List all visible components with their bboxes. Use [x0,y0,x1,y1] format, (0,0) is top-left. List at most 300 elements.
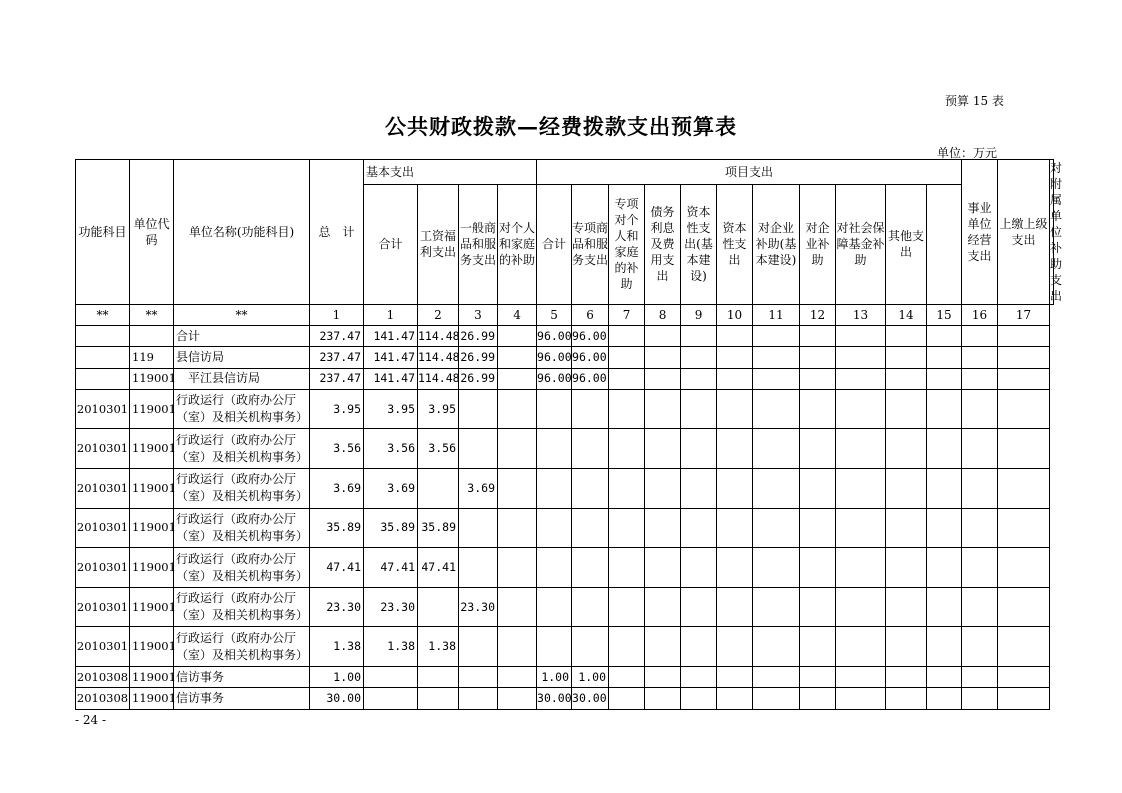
unit-name-cell [174,389,310,429]
empty-cell [609,368,645,389]
empty-cell [609,548,645,588]
empty-cell [998,587,1050,627]
empty-cell [609,469,645,509]
empty-cell [800,587,836,627]
table-row [76,368,1054,389]
index-cell: 12 [800,305,836,326]
function-subject-cell: 2010308 [76,667,130,688]
index-cell: 3 [459,305,498,326]
total-cell: 237.47 [310,347,364,368]
index-cell: ** [76,305,130,326]
empty-cell [609,326,645,347]
empty-cell [927,429,962,469]
unit-name-line: （室）及相关机构事务） [176,449,309,464]
unit-code-cell: 119 [130,347,174,368]
empty-cell [681,469,717,509]
empty-cell [962,627,998,667]
empty-cell [800,389,836,429]
empty-cell [886,667,927,688]
header-basic-total: 合计 [364,184,418,304]
empty-cell [609,587,645,627]
unit-name-cell [174,508,310,548]
function-subject-cell [76,326,130,347]
special-goods-cell: 1.00 [572,667,609,688]
basic-total-cell [364,688,418,709]
empty-cell [753,429,800,469]
empty-cell [753,627,800,667]
empty-cell [998,627,1050,667]
empty-cell [962,548,998,588]
empty-cell [645,389,681,429]
empty-cell [836,469,886,509]
index-cell: 5 [537,305,572,326]
special-goods-cell: 30.00 [572,688,609,709]
empty-cell [998,667,1050,688]
empty-cell [609,429,645,469]
header-enterprise-basic: 对企业补助(基本建设) [753,184,800,304]
function-subject-cell: 2010301 [76,508,130,548]
empty-cell [609,688,645,709]
index-cell: 9 [681,305,717,326]
empty-cell [753,469,800,509]
empty-cell [998,368,1050,389]
goods-cell [459,667,498,688]
wage-cell: 114.48 [418,347,459,368]
function-subject-cell [76,368,130,389]
empty-cell [800,469,836,509]
unit-name-line: 信访事务 [176,669,225,684]
unit-label: 单位：万元 [937,146,998,160]
table-row [76,587,1054,627]
basic-total-cell: 3.56 [364,429,418,469]
index-cell: ** [130,305,174,326]
empty-cell [717,469,753,509]
header-wage: 工资福利支出 [418,184,459,304]
header-total: 总 计 [310,160,364,305]
unit-name-cell [174,326,310,347]
total-cell: 30.00 [310,688,364,709]
empty-cell [927,548,962,588]
personal-cell [498,688,537,709]
empty-cell [962,389,998,429]
empty-cell [681,587,717,627]
empty-cell [927,326,962,347]
empty-cell [927,667,962,688]
project-total-cell [537,469,572,509]
index-cell: 14 [886,305,927,326]
header-unit-name: 单位名称(功能科目) [174,160,310,305]
empty-cell [800,368,836,389]
empty-cell [836,587,886,627]
wage-cell [418,587,459,627]
unit-code-cell: 119001 [130,368,174,389]
function-subject-cell: 2010301 [76,429,130,469]
empty-cell [836,368,886,389]
unit-name-cell [174,688,310,709]
empty-cell [753,548,800,588]
unit-code-cell: 119001 [130,627,174,667]
goods-cell: 23.30 [459,587,498,627]
empty-cell [886,627,927,667]
special-goods-cell [572,627,609,667]
wage-cell: 1.38 [418,627,459,667]
index-cell: 1 [310,305,364,326]
project-total-cell [537,548,572,588]
index-cell: 11 [753,305,800,326]
unit-name-line: 行政运行（政府办公厅 [176,551,297,566]
special-goods-cell: 96.00 [572,347,609,368]
empty-cell [836,429,886,469]
goods-cell: 26.99 [459,326,498,347]
index-cell: 2 [418,305,459,326]
table-row [76,508,1054,548]
empty-cell [886,587,927,627]
empty-cell [645,667,681,688]
empty-cell [962,667,998,688]
empty-cell [927,368,962,389]
function-subject-cell: 2010301 [76,627,130,667]
special-goods-cell [572,508,609,548]
unit-name-line: 行政运行（政府办公厅 [176,630,297,645]
wage-cell: 3.56 [418,429,459,469]
goods-cell [459,429,498,469]
special-goods-cell [572,469,609,509]
goods-cell [459,688,498,709]
wage-cell: 114.48 [418,326,459,347]
table-row [76,347,1054,368]
unit-code-cell [130,326,174,347]
goods-cell [459,548,498,588]
personal-cell [498,469,537,509]
empty-cell [753,368,800,389]
function-subject-cell: 2010301 [76,469,130,509]
basic-total-cell [364,667,418,688]
unit-name-cell [174,548,310,588]
empty-cell [962,368,998,389]
empty-cell [717,508,753,548]
unit-name-line: （室）及相关机构事务） [176,568,309,583]
project-total-cell: 1.00 [537,667,572,688]
empty-cell [800,326,836,347]
header-basic: 基本支出 [364,160,537,185]
empty-cell [753,508,800,548]
total-cell: 35.89 [310,508,364,548]
special-goods-cell [572,429,609,469]
basic-total-cell: 141.47 [364,347,418,368]
unit-name-line: 信访事务 [176,690,225,705]
index-cell: 10 [717,305,753,326]
index-cell: 7 [609,305,645,326]
index-cell: 13 [836,305,886,326]
empty-cell [645,347,681,368]
empty-cell [886,508,927,548]
total-cell: 47.41 [310,548,364,588]
empty-cell [681,326,717,347]
empty-cell [962,688,998,709]
header-capital-basic: 资本性支出(基本建设) [681,184,717,304]
goods-cell: 26.99 [459,347,498,368]
empty-cell [645,548,681,588]
unit-code-cell: 119001 [130,508,174,548]
unit-name-line: （室）及相关机构事务） [176,608,309,623]
total-cell: 237.47 [310,368,364,389]
project-total-cell [537,627,572,667]
personal-cell [498,389,537,429]
empty-cell [800,548,836,588]
total-cell: 23.30 [310,587,364,627]
empty-cell [836,688,886,709]
empty-cell [886,429,927,469]
empty-cell [800,429,836,469]
unit-name-cell [174,627,310,667]
empty-cell [998,508,1050,548]
table-row [76,627,1054,667]
unit-name-cell [174,667,310,688]
empty-cell [836,508,886,548]
basic-total-cell: 3.95 [364,389,418,429]
project-total-cell: 96.00 [537,347,572,368]
table-row [76,688,1054,709]
empty-cell [886,389,927,429]
empty-cell [962,429,998,469]
personal-cell [498,347,537,368]
special-goods-cell: 96.00 [572,368,609,389]
table-row [76,548,1054,588]
empty-cell [609,347,645,368]
empty-cell [800,667,836,688]
empty-cell [998,548,1050,588]
header-special-personal: 专项对个人和家庭的补助 [609,184,645,304]
header-enterprise: 对企业补助 [800,184,836,304]
empty-cell [998,469,1050,509]
header-personal: 对个人和家庭的补助 [498,184,537,304]
empty-cell [836,627,886,667]
empty-cell [717,548,753,588]
form-number: 预算 15 表 [945,94,1004,108]
empty-cell [681,389,717,429]
header-goods: 一般商品和服务支出 [459,184,498,304]
index-cell: 6 [572,305,609,326]
table-row [76,326,1054,347]
special-goods-cell [572,548,609,588]
wage-cell: 114.48 [418,368,459,389]
empty-cell [717,368,753,389]
empty-cell [962,469,998,509]
index-cell: 8 [645,305,681,326]
empty-cell [645,469,681,509]
empty-cell [962,508,998,548]
empty-cell [886,688,927,709]
project-total-cell: 96.00 [537,368,572,389]
unit-name-line: 平江县信访局 [176,371,261,386]
index-row [76,305,1054,326]
empty-cell [753,389,800,429]
unit-name-cell [174,368,310,389]
project-total-cell [537,389,572,429]
empty-cell [645,688,681,709]
empty-cell [717,627,753,667]
empty-cell [998,347,1050,368]
empty-cell [681,688,717,709]
empty-cell [681,667,717,688]
page-title: 公共财政拨款—经费拨款支出预算表 [385,114,737,139]
project-total-cell: 30.00 [537,688,572,709]
empty-cell [717,667,753,688]
empty-cell [836,389,886,429]
index-cell: 16 [962,305,998,326]
empty-cell [753,587,800,627]
function-subject-cell [76,347,130,368]
project-total-cell: 96.00 [537,326,572,347]
empty-cell [681,627,717,667]
empty-cell [645,368,681,389]
empty-cell [836,326,886,347]
wage-cell [418,469,459,509]
goods-cell [459,627,498,667]
empty-cell [800,508,836,548]
project-total-cell [537,429,572,469]
empty-cell [681,508,717,548]
unit-name-line: 行政运行（政府办公厅 [176,393,297,408]
special-goods-cell [572,389,609,429]
unit-name-line: 行政运行（政府办公厅 [176,511,297,526]
empty-cell [753,326,800,347]
empty-cell [717,326,753,347]
unit-code-cell: 119001 [130,469,174,509]
project-total-cell [537,508,572,548]
personal-cell [498,587,537,627]
empty-cell [962,347,998,368]
basic-total-cell: 23.30 [364,587,418,627]
empty-cell [927,508,962,548]
header-affiliated: 对附属单位补助支出 [1050,161,1063,303]
goods-cell [459,508,498,548]
header-project: 项目支出 [537,160,962,185]
special-goods-cell: 96.00 [572,326,609,347]
empty-cell [836,667,886,688]
budget-table [75,159,1063,710]
empty-cell [753,667,800,688]
header-capital: 资本性支出 [717,184,753,304]
table-row [76,429,1054,469]
unit-name-cell [174,429,310,469]
empty-cell [645,508,681,548]
empty-cell [927,389,962,429]
header-function-subject: 功能科目 [76,160,130,305]
header-special-goods: 专项商品和服务支出 [572,184,609,304]
empty-cell [836,548,886,588]
personal-cell [498,627,537,667]
empty-cell [800,688,836,709]
wage-cell: 3.95 [418,389,459,429]
unit-name-line: 行政运行（政府办公厅 [176,591,297,606]
empty-cell [836,347,886,368]
basic-total-cell: 47.41 [364,548,418,588]
empty-cell [609,508,645,548]
project-total-cell [537,587,572,627]
empty-cell [753,347,800,368]
empty-cell [927,469,962,509]
header-social: 对社会保障基金补助 [836,184,886,304]
header-other: 其他支出 [886,184,927,304]
header-upper: 上缴上级支出 [998,160,1050,305]
empty-cell [800,347,836,368]
personal-cell [498,667,537,688]
total-cell: 1.38 [310,627,364,667]
header-proj-total: 合计 [537,184,572,304]
total-cell: 237.47 [310,326,364,347]
wage-cell [418,688,459,709]
index-cell: ** [174,305,310,326]
empty-cell [998,688,1050,709]
empty-cell [645,627,681,667]
total-cell: 3.69 [310,469,364,509]
wage-cell: 47.41 [418,548,459,588]
table-row [76,667,1054,688]
unit-name-cell [174,347,310,368]
unit-code-cell: 119001 [130,667,174,688]
empty-cell [609,627,645,667]
basic-total-cell: 35.89 [364,508,418,548]
unit-code-cell: 119001 [130,389,174,429]
empty-cell [886,548,927,588]
unit-name-line: （室）及相关机构事务） [176,410,309,425]
function-subject-cell: 2010308 [76,688,130,709]
unit-code-cell: 119001 [130,587,174,627]
goods-cell [459,389,498,429]
personal-cell [498,326,537,347]
basic-total-cell: 1.38 [364,627,418,667]
empty-cell [717,389,753,429]
unit-name-line: 合计 [176,328,201,343]
empty-cell [645,326,681,347]
special-goods-cell [572,587,609,627]
header-debt: 债务利息及费用支出 [645,184,681,304]
empty-cell [717,688,753,709]
empty-cell [717,429,753,469]
empty-cell [800,627,836,667]
basic-total-cell: 3.69 [364,469,418,509]
total-cell: 1.00 [310,667,364,688]
index-cell: 17 [998,305,1050,326]
personal-cell [498,508,537,548]
index-cell: 4 [498,305,537,326]
empty-cell [886,326,927,347]
empty-cell [886,347,927,368]
total-cell: 3.56 [310,429,364,469]
empty-cell [681,368,717,389]
personal-cell [498,368,537,389]
empty-cell [886,469,927,509]
table-row [76,389,1054,429]
index-cell: 15 [927,305,962,326]
empty-cell [927,587,962,627]
function-subject-cell: 2010301 [76,389,130,429]
unit-name-line: （室）及相关机构事务） [176,528,309,543]
unit-name-line: 行政运行（政府办公厅 [176,472,297,487]
function-subject-cell: 2010301 [76,587,130,627]
unit-name-cell [174,587,310,627]
unit-name-line: 行政运行（政府办公厅 [176,432,297,447]
personal-cell [498,429,537,469]
function-subject-cell: 2010301 [76,548,130,588]
unit-name-cell [174,469,310,509]
empty-cell [681,347,717,368]
empty-cell [645,587,681,627]
personal-cell [498,548,537,588]
empty-cell [681,429,717,469]
unit-code-cell: 119001 [130,688,174,709]
